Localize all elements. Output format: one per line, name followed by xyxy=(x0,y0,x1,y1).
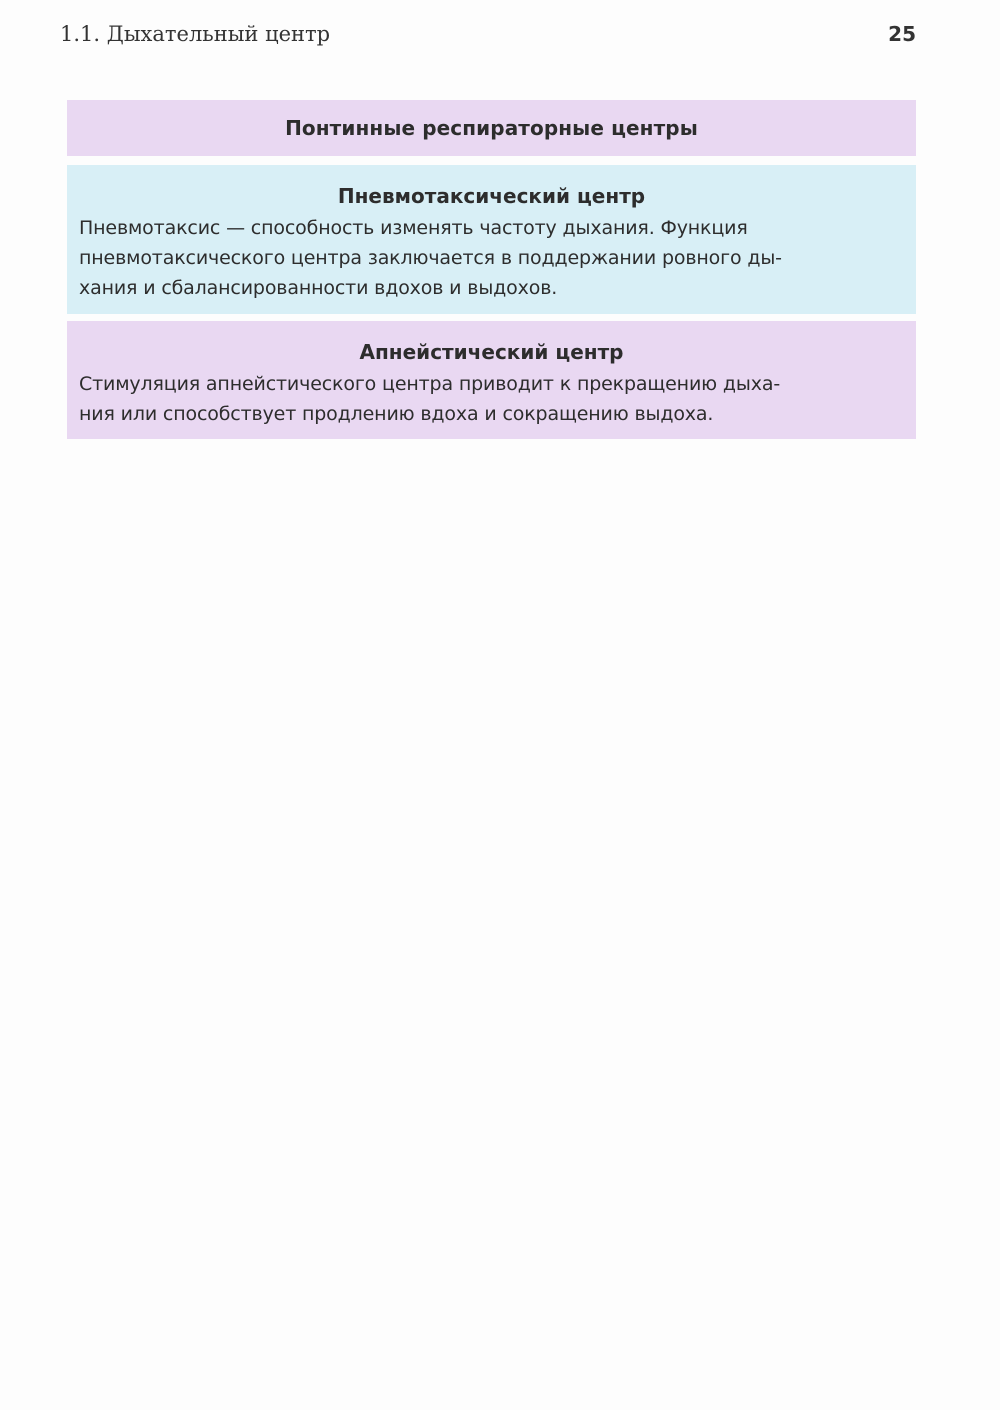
running-head xyxy=(60,22,916,58)
page-number: 25 xyxy=(888,22,916,46)
section-title: 1.1. Дыхательный центр xyxy=(60,22,331,46)
pontine-centers-header-box xyxy=(67,100,916,156)
apneustic-center-box xyxy=(67,321,916,439)
pneumotaxic-text-line: Пневмотаксис — способность изменять частоту дыхания. Функция xyxy=(79,217,748,239)
apneustic-text-line: ния или способствует продлению вдоха и сокращению выдоха. xyxy=(79,403,714,425)
pneumotaxic-text-line: хания и сбалансированности вдохов и выдохов. xyxy=(79,277,558,299)
pneumotaxic-center-box xyxy=(67,165,916,314)
pneumotaxic-text-line: пневмотаксического центра заключается в поддержании ровного ды- xyxy=(79,247,782,269)
apneustic-text-line: Стимуляция апнейстического центра приводит к прекращению дыха- xyxy=(79,373,781,395)
pneumotaxic-center-title: Пневмотаксический центр xyxy=(337,184,646,208)
pontine-centers-title: Понтинные респираторные центры xyxy=(285,116,698,140)
apneustic-center-title: Апнейстический центр xyxy=(359,340,624,364)
